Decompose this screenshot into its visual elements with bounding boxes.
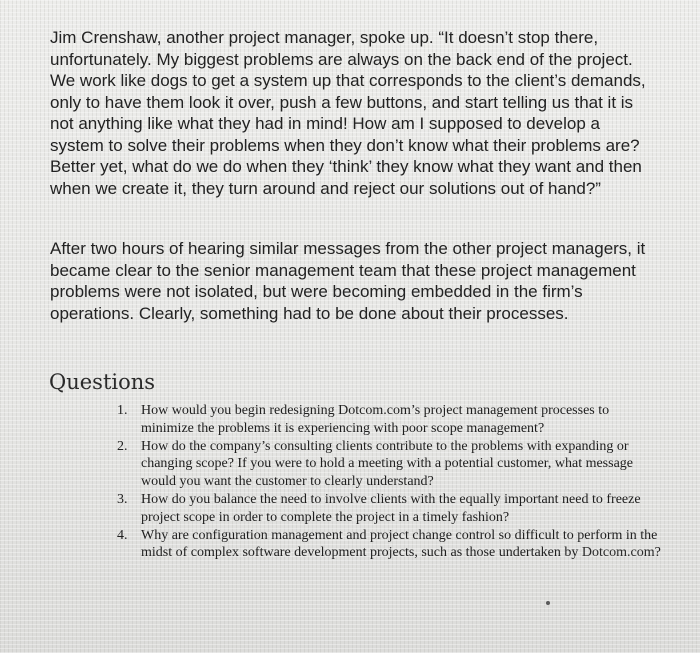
case-paragraph-management: After two hours of hearing similar messages from the other project managers, it became clear to the senior management team that these project management problems were not isolated, but were becoming embedded in the firm’s operations. Clearly, something had to be done about their processes. — [50, 239, 646, 323]
question-item-2 — [117, 438, 662, 491]
question-item-3 — [117, 491, 662, 527]
question-number: 2. — [117, 438, 128, 454]
question-number: 1. — [117, 403, 128, 418]
questions-heading: Questions — [49, 370, 156, 394]
question-text: How do you balance the need to involve clients with the equally important need to freeze project scope in order to complete the project in a timely fashion? — [141, 491, 641, 525]
question-text: Why are configuration management and project change control so difficult to perform in the midst of complex software development projects, such as those undertaken by — [141, 527, 658, 561]
question-text: How do the company’s consulting clients contribute to the problems with expanding or changing scope? If you were to hold a meeting with a potential customer, what message would you want the customer to clearly understand? — [141, 438, 634, 490]
question-trailing-mark: ? — [654, 545, 661, 561]
question-text: How would you begin redesigning Dotcom.com’s project management processes to minimize the problems it is experiencing with poor scope management? — [141, 403, 610, 436]
question-number: 4. — [117, 527, 128, 543]
dotcom-link-text: Dotcom.com — [581, 545, 655, 561]
question-number: 3. — [117, 491, 128, 507]
questions-list — [117, 402, 662, 562]
question-item-4 — [117, 527, 662, 563]
case-paragraph-crenshaw: Jim Crenshaw, another project manager, spoke up. “It doesn’t stop there, unfortunately. My biggest problems are always on the back end of the project. We work like dogs to get a system up that corresponds to the client’s demands, only to have them look it over, push a few buttons, and start telling us that it is not anything like what they had in mind! How am I supposed to develop a system to solve their problems when they don’t know what their problems are? Better yet, what do we do when they ‘think’ they know what they want and then when we create it, they turn around and reject our solutions out of hand?” — [50, 28, 646, 198]
stray-dot-mark — [546, 601, 550, 605]
question-item-1 — [117, 402, 662, 438]
